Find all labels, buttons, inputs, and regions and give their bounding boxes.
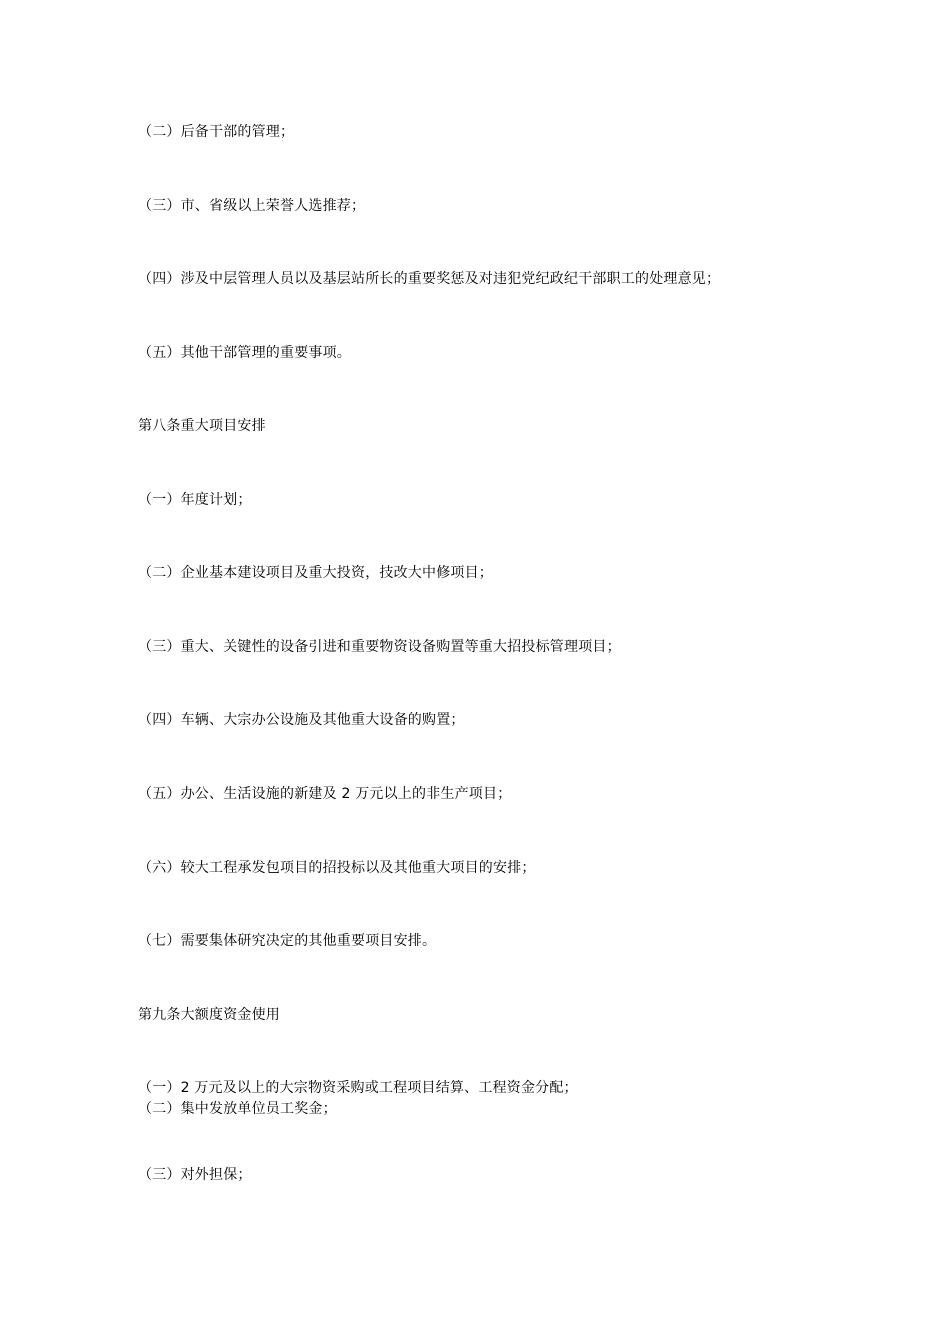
list-item-contract-bidding: （六）较大工程承发包项目的招投标以及其他重大项目的安排； [138, 860, 536, 876]
list-item-staff-bonus: （二）集中发放单位员工奖金； [138, 1101, 337, 1117]
list-item-rewards-discipline: （四）涉及中层管理人员以及基层站所长的重要奖惩及对违犯党纪政纪干部职工的处理意见； [138, 271, 721, 287]
list-item-external-guarantee: （三）对外担保； [138, 1167, 252, 1183]
list-item-non-production-projects: （五）办公、生活设施的新建及 2 万元以上的非生产项目； [138, 786, 512, 802]
list-item-collective-decisions: （七）需要集体研究决定的其他重要项目安排。 [138, 933, 437, 949]
list-item-honor-nominations: （三）市、省级以上荣誉人选推荐； [138, 198, 366, 214]
list-item-bulk-purchasing: （一）2 万元及以上的大宗物资采购或工程项目结算、工程资金分配； [138, 1080, 578, 1096]
list-item-annual-plan: （一）年度计划； [138, 492, 252, 508]
list-item-capital-construction: （二）企业基本建设项目及重大投资，技改大中修项目； [138, 565, 493, 581]
list-item-vehicles-facilities: （四）车辆、大宗办公设施及其他重大设备的购置； [138, 712, 465, 728]
article-8-heading: 第八条重大项目安排 [138, 418, 266, 434]
article-9-heading: 第九条大额度资金使用 [138, 1007, 280, 1023]
list-item-other-cadre-matters: （五）其他干部管理的重要事项。 [138, 345, 351, 361]
list-item-equipment-procurement: （三）重大、关键性的设备引进和重要物资设备购置等重大招投标管理项目； [138, 639, 621, 655]
list-item-reserve-cadres: （二）后备干部的管理； [138, 124, 295, 140]
